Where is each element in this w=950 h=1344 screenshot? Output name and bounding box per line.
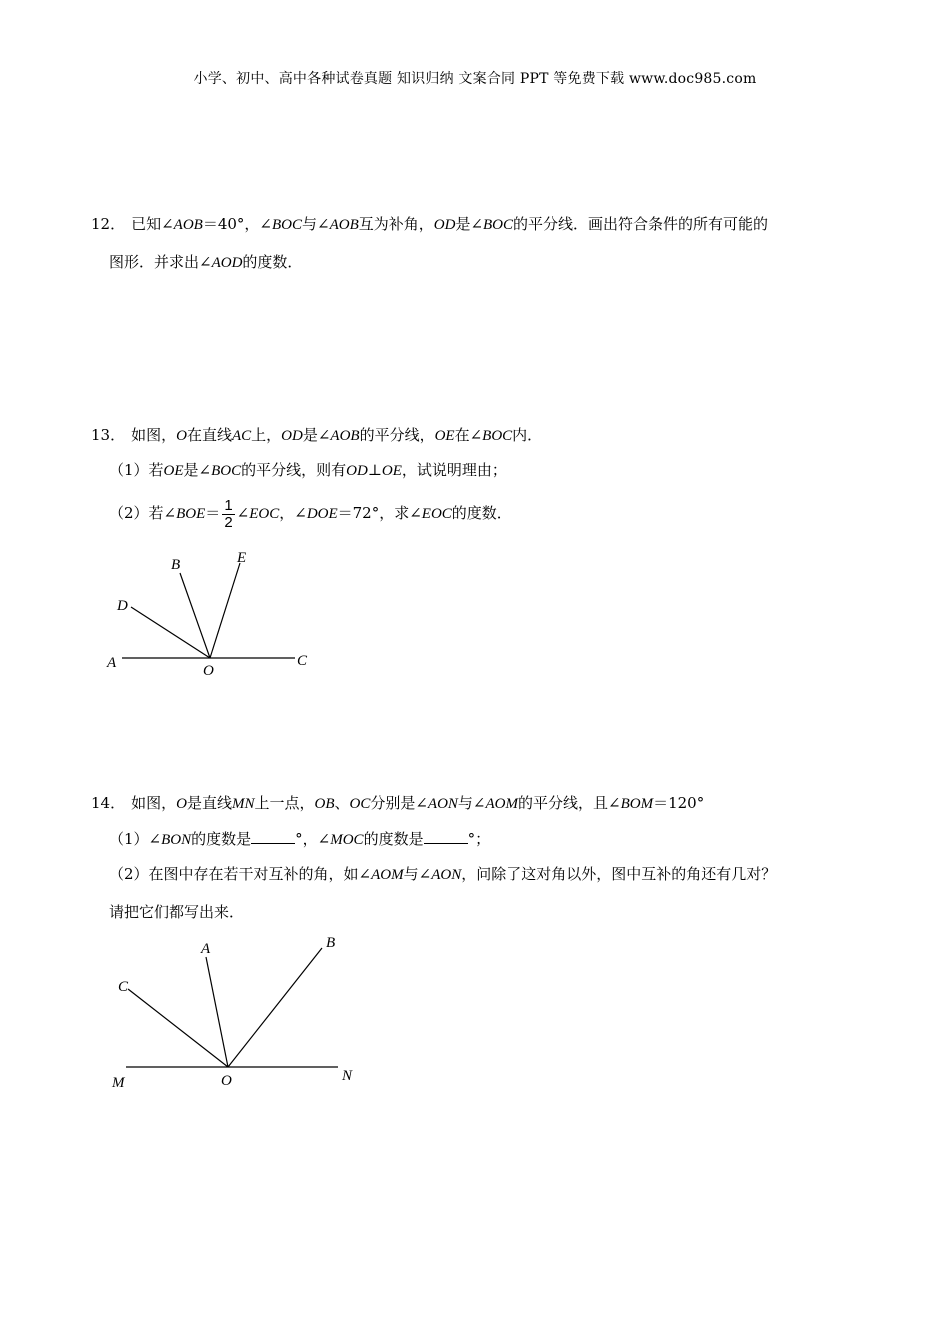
- ray-oa: [206, 957, 228, 1067]
- ray-od: [131, 607, 210, 658]
- ray-ob: [180, 573, 210, 658]
- q12-number: 12．: [91, 215, 126, 233]
- label-a: A: [201, 941, 211, 957]
- answer-blank-moc[interactable]: [424, 829, 468, 844]
- ray-oe: [210, 563, 240, 658]
- q13-part2: （2）若∠BOE＝ $\frac{1}{2}$ ∠EOC，∠DOE＝72°，求∠EOC的度数．: [109, 496, 512, 531]
- label-n: N: [342, 1068, 353, 1084]
- q14-part3: 请把它们都写出来．: [109, 903, 245, 921]
- q14-part2: （2）在图中存在若干对互补的角，如∠AOM与∠AON，问除了这对角以外，图中互补的角还有几对？: [109, 865, 777, 883]
- q13-figure: [100, 545, 330, 685]
- label-m: M: [112, 1075, 125, 1091]
- label-c: C: [118, 979, 129, 995]
- q13-part1: （1）若OE是∠BOC的平分线，则有OD⊥OE，试说明理由；: [109, 461, 507, 479]
- q14-figure: [100, 925, 370, 1095]
- label-c: C: [297, 653, 308, 669]
- label-a: A: [107, 655, 117, 671]
- label-o: O: [221, 1073, 232, 1089]
- label-o: O: [203, 663, 214, 679]
- page-header: 小学、初中、高中各种试卷真题 知识归纳 文案合同 PPT 等免费下载 www.doc985.com: [193, 71, 757, 87]
- q12-line1: 12． 已知∠AOB＝40°，∠BOC与∠AOB互为补角，OD是∠BOC的平分线．画出符合条件的所有可能的: [91, 215, 769, 233]
- label-d: D: [117, 598, 128, 614]
- label-b: B: [326, 935, 336, 951]
- ray-ob: [228, 948, 322, 1067]
- one-half-fraction: $\frac{1}{2}$: [224, 496, 233, 531]
- q12-line2: 图形．并求出∠AOD的度数．: [109, 253, 303, 271]
- q13-number: 13．: [91, 426, 126, 444]
- answer-blank-bon[interactable]: [251, 829, 295, 844]
- q13-line1: 13． 如图，O在直线AC上，OD是∠AOB的平分线，OE在∠BOC内．: [91, 426, 543, 444]
- q14-line1: 14． 如图，O是直线MN上一点，OB、OC分别是∠AON与∠AOM的平分线，且∠BOM＝120°: [91, 794, 705, 812]
- label-e: E: [237, 550, 247, 566]
- ray-oc: [128, 989, 228, 1067]
- q14-part1: （1）∠BON的度数是 °，∠MOC的度数是 °；: [109, 830, 491, 848]
- q14-number: 14．: [91, 794, 126, 812]
- label-b: B: [171, 557, 181, 573]
